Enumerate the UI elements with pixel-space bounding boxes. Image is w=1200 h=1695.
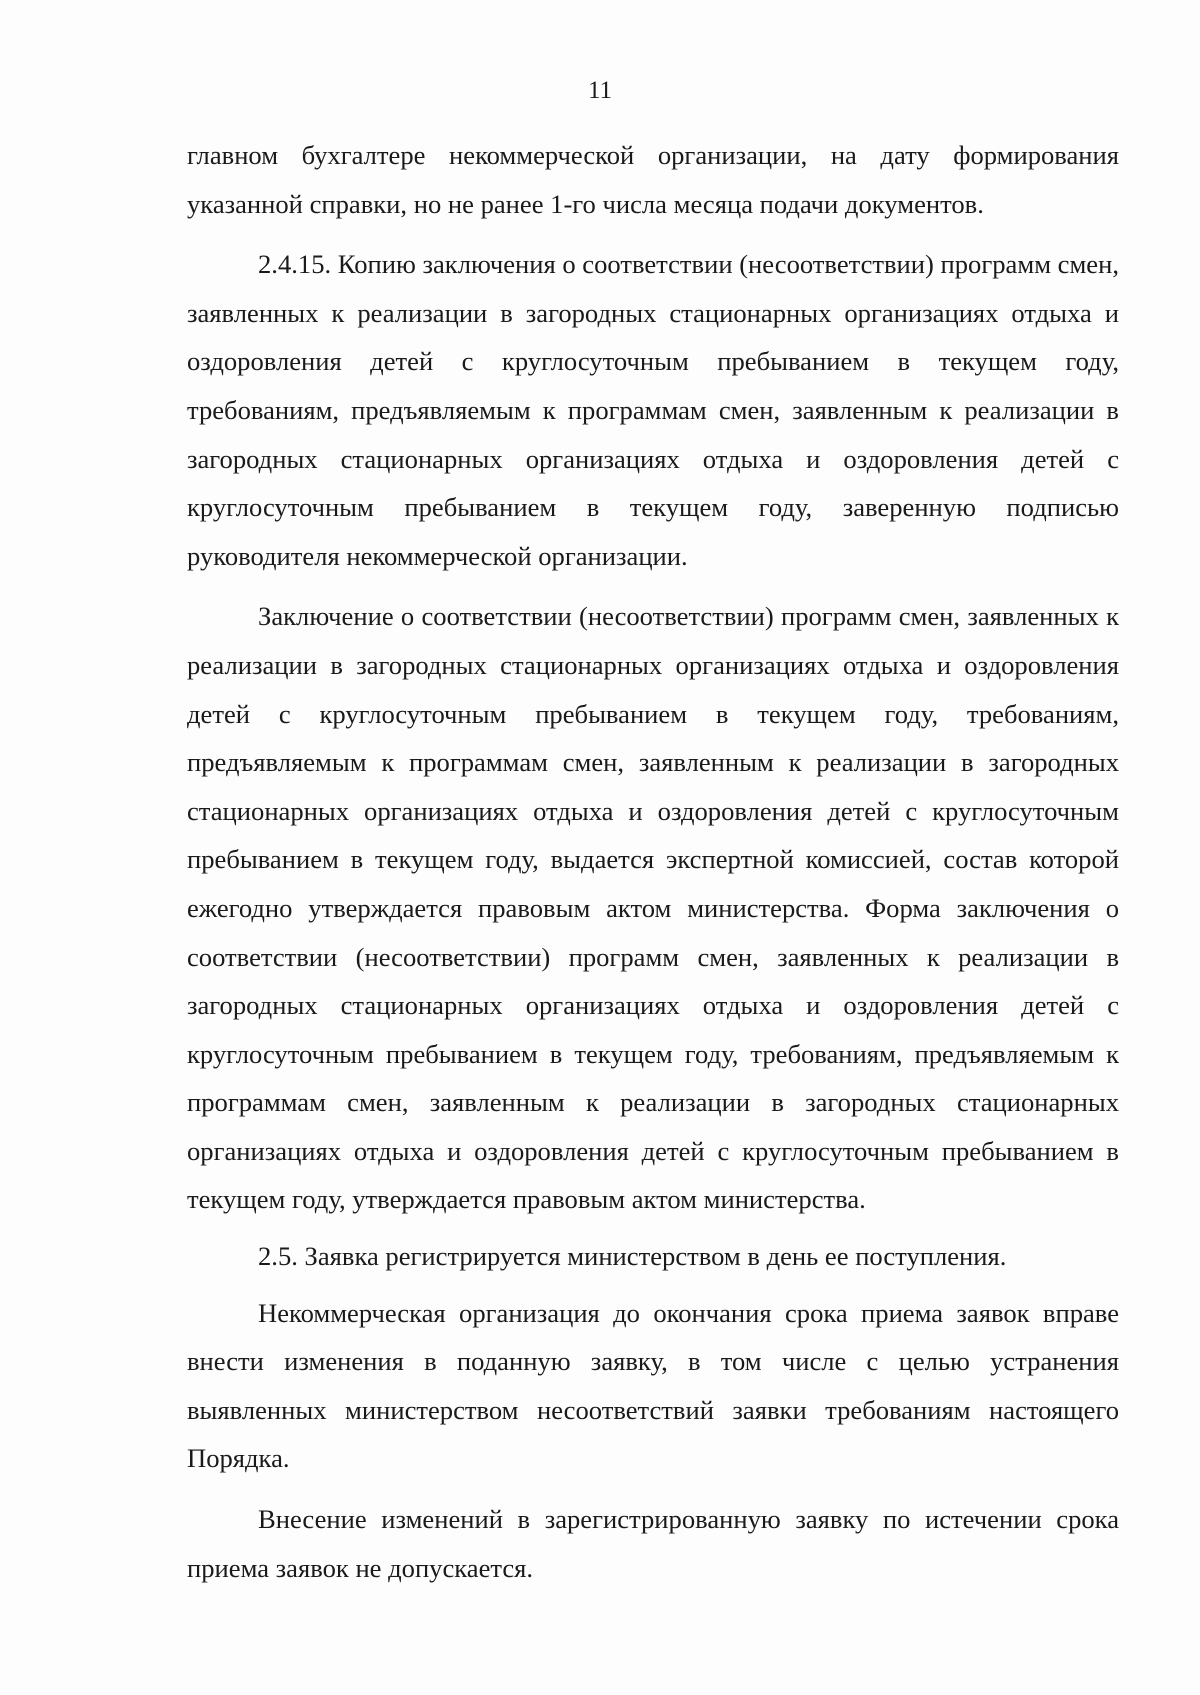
paragraph-2-5: 2.5. Заявка регистрируется министерством в день ее поступления. xyxy=(258,1241,1007,1272)
paragraph-amendments: Некоммерческая организация до окончания срока приема заявок вправе внести изменения в поданную заявку, в том числе с целью устранения выявленных министерством несоответствий заявки требованиям настоящего Порядка. xyxy=(187,1297,1119,1474)
paragraph-continuation: главном бухгалтере некоммерческой организации, на дату формирования указанной справки, но не ранее 1-го числа месяца подачи документов. xyxy=(187,140,1119,219)
page-number: 11 xyxy=(587,77,613,104)
paragraph-2-4-15: 2.4.15. Копию заключения о соответствии (несоответствии) программ смен, заявленных к реализации в загородных стационарных организациях отдыха и оздоровления детей с круглосуточным пребыванием в текущем году, требованиям, предъявляемым к программам смен, заявленным к реализации в загородных стационарных организациях отдыха и оздоровления детей с круглосуточным пребыванием в текущем году, заверенную подписью руководителя некоммерческой организации. xyxy=(187,249,1119,571)
document-body xyxy=(187,131,1119,1592)
paragraph-conclusion: Заключение о соответствии (несоответствии) программ смен, заявленных к реализации в загородных стационарных организациях отдыха и оздоровления детей с круглосуточным пребыванием в текущем году, требованиям, предъявляемым к программам смен, заявленным к реализации в загородных стационарных организациях отдыха и оздоровления детей с круглосуточным пребыванием в текущем году, выдается экспертной комиссией, состав которой ежегодно утверждается правовым актом министерства. Форма заключения о соответствии (несоответствии) программ смен, заявленных к реализации в загородных стационарных организациях отдыха и оздоровления детей с круглосуточным пребыванием в текущем году, требованиям, предъявляемым к программам смен, заявленным к реализации в загородных стационарных организациях отдыха и оздоровления детей с круглосуточным пребыванием в текущем году, утверждается правовым актом министерства. xyxy=(187,601,1119,1215)
paragraph-no-changes: Внесение изменений в зарегистрированную заявку по истечении срока приема заявок не допускается. xyxy=(187,1504,1119,1583)
